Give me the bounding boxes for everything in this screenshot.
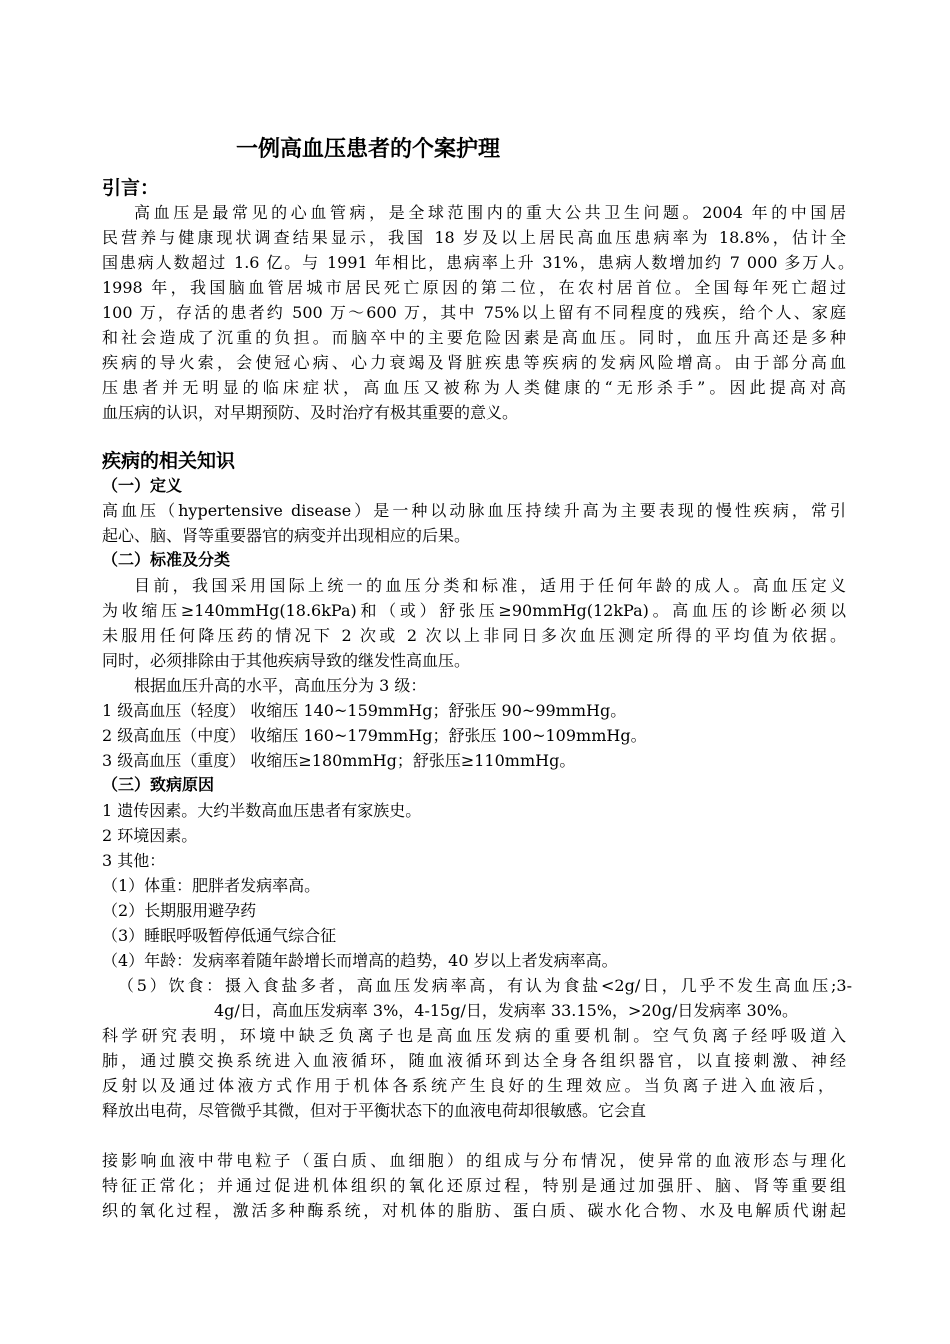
standards-line: 未服用任何降压药的情况下 2 次或 2 次以上非同日多次血压测定所得的平均值为依据。: [102, 626, 846, 645]
intro-line: 疾病的导火索，会使冠心病、心力衰竭及肾脏疾患等疾病的发病风险增高。由于部分高血: [102, 353, 846, 372]
grade-item: 1 级高血压（轻度） 收缩压 140~159mmHg；舒张压 90~99mmHg。: [102, 701, 627, 720]
continued-line: 特征正常化；并通过促进机体组织的氧化还原过程，特别是通过加强肝、脑、肾等重要组: [102, 1176, 846, 1195]
research-line: 科学研究表明，环境中缺乏负离子也是高血压发病的重要机制。空气负离子经呼吸道入: [102, 1026, 846, 1045]
standards-line: 为收缩压≥140mmHg(18.6kPa)和（或）舒张压≥90mmHg(12kPa)。高血压的诊断必须以: [102, 601, 846, 620]
intro-line: 血压病的认识，对早期预防、及时治疗有极其重要的意义。: [102, 403, 519, 422]
intro-heading: 引言：: [102, 177, 160, 199]
definition-heading: （一）定义: [102, 476, 183, 495]
cause-sub-item: （1）体重：肥胖者发病率高。: [102, 876, 321, 895]
definition-line: 高血压（hypertensive disease）是一种以动脉血压持续升高为主要表现的慢性疾病，常引: [102, 501, 846, 520]
definition-line: 起心、脑、肾等重要器官的病变并出现相应的后果。: [102, 526, 471, 545]
cause-sub-item: （2）长期服用避孕药: [102, 901, 257, 920]
grade-item: 3 级高血压（重度） 收缩压≥180mmHg；舒张压≥110mmHg。: [102, 751, 576, 770]
diet-line: （5）饮食：摄入食盐多者，高血压发病率高，有认为食盐<2g/日，几乎不发生高血压;3-: [118, 976, 852, 995]
research-line: 反射以及通过体液方式作用于机体各系统产生良好的生理效应。当负离子进入血液后，: [102, 1076, 834, 1095]
document-title: 一例高血压患者的个案护理: [236, 137, 501, 162]
cause-item: 2 环境因素。: [102, 826, 198, 845]
grade-item: 2 级高血压（中度） 收缩压 160~179mmHg；舒张压 100~109mmHg。: [102, 726, 647, 745]
cause-sub-item: （4）年龄：发病率着随年龄增长而增高的趋势，40 岁以上者发病率高。: [102, 951, 618, 970]
intro-line: 国患病人数超过 1.6 亿。与 1991 年相比，患病率上升 31%，患病人数增加约 7 000 多万人。: [102, 253, 854, 272]
intro-line: 和社会造成了沉重的负担。而脑卒中的主要危险因素是高血压。同时，血压升高还是多种: [102, 328, 846, 347]
causes-heading: （三）致病原因: [102, 775, 215, 794]
knowledge-heading: 疾病的相关知识: [102, 450, 236, 472]
standards-heading: （二）标准及分类: [102, 550, 231, 569]
research-line: 释放出电荷，尽管微乎其微，但对于平衡状态下的血液电荷却很敏感。它会直: [102, 1101, 647, 1120]
intro-line: 高血压是最常见的心血管病，是全球范围内的重大公共卫生问题。2004 年的中国居: [134, 203, 846, 222]
cause-item: 3 其他：: [102, 851, 166, 870]
intro-line: 1998 年，我国脑血管居城市居民死亡原因的第二位，在农村居首位。全国每年死亡超过: [102, 278, 846, 297]
continued-line: 织的氧化过程，激活多种酶系统，对机体的脂肪、蛋白质、碳水化合物、水及电解质代谢起: [102, 1201, 846, 1220]
research-line: 肺，通过膜交换系统进入血液循环，随血液循环到达全身各组织器官，以直接刺激、神经: [102, 1051, 846, 1070]
continued-line: 接影响血液中带电粒子（蛋白质、血细胞）的组成与分布情况，使异常的血液形态与理化: [102, 1151, 846, 1170]
diet-line: 4g/日，高血压发病率 3%，4-15g/日，发病率 33.15%，>20g/日发病率 30%。: [214, 1001, 799, 1020]
intro-line: 压患者并无明显的临床症状，高血压又被称为人类健康的“无形杀手”。因此提高对高: [102, 378, 846, 397]
standards-line: 同时，必须排除由于其他疾病导致的继发性高血压。: [102, 651, 471, 670]
cause-item: 1 遗传因素。大约半数高血压患者有家族史。: [102, 801, 422, 820]
intro-line: 100 万，存活的患者约 500 万～600 万，其中 75%以上留有不同程度的残疾，给个人、家庭: [102, 303, 846, 322]
cause-sub-item: （3）睡眠呼吸暂停低通气综合征: [102, 926, 337, 945]
grade-intro: 根据血压升高的水平，高血压分为 3 级：: [134, 676, 427, 695]
intro-line: 民营养与健康现状调查结果显示，我国 18 岁及以上居民高血压患病率为 18.8%，估计全: [102, 228, 846, 247]
standards-line: 目前，我国采用国际上统一的血压分类和标准，适用于任何年龄的成人。高血压定义: [134, 576, 846, 595]
